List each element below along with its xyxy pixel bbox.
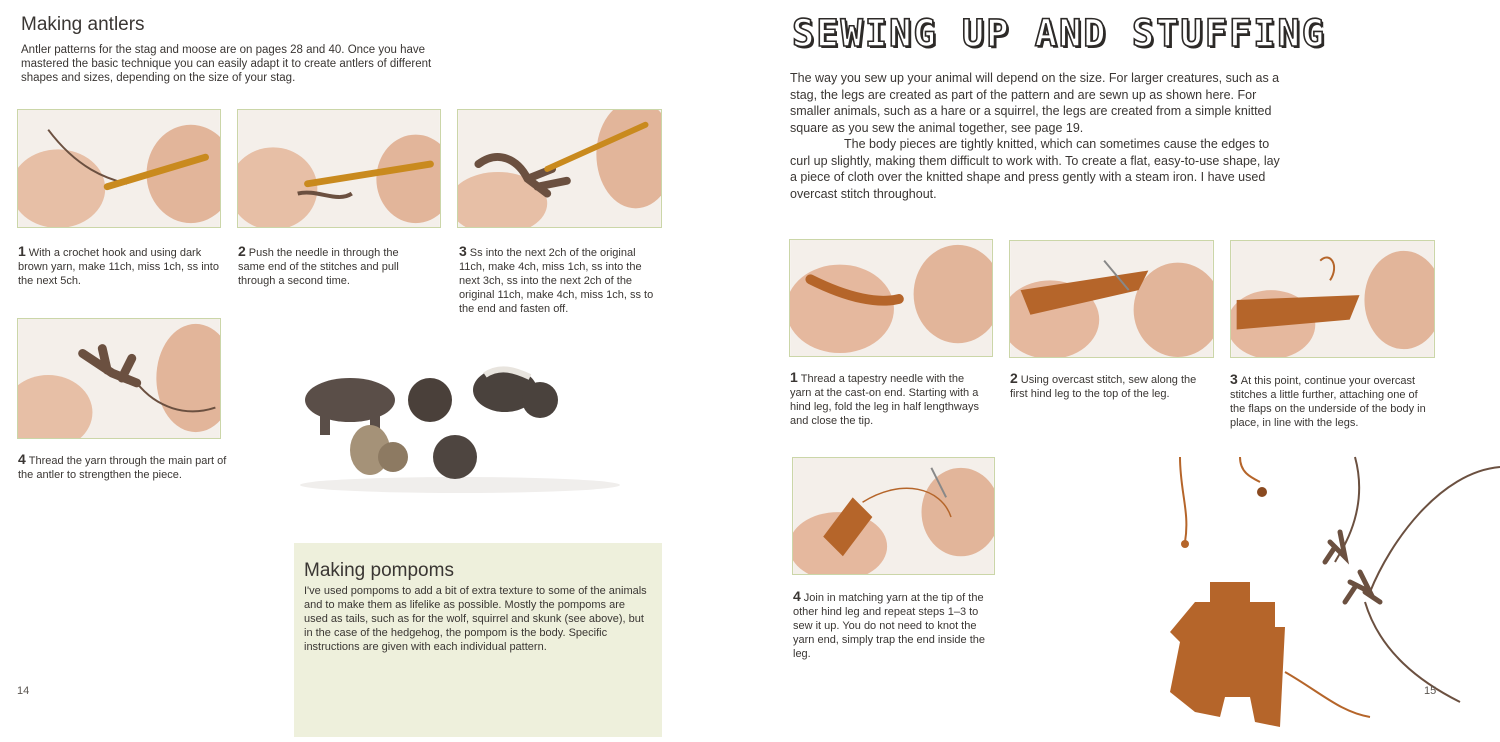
- sewing-step-3-caption: [1230, 372, 1435, 430]
- antler-step-4-caption: [18, 452, 228, 482]
- step-number: 4: [18, 451, 26, 467]
- step-number: 1: [18, 243, 26, 259]
- step-number: 2: [1010, 370, 1018, 386]
- page-number-right: 15: [1424, 685, 1437, 697]
- sewing-step-2-photo: [1009, 240, 1214, 358]
- antler-step-3-caption: [459, 244, 664, 316]
- pompoms-box: [294, 543, 662, 737]
- sewing-title: SEWING UP AND STUFFING: [792, 12, 1327, 55]
- sewing-step-1-photo: [789, 239, 993, 357]
- antlers-intro: Antler patterns for the stag and moose are on pages 28 and 40. Once you have mastered the basic technique you can easily adapt it to create antlers of different shapes and sizes, depending on the size of your stag.: [21, 44, 432, 84]
- step-text: Join in matching yarn at the tip of the other hind leg and repeat steps 1–3 to sew it up. You do not need to knot the yarn end, simply trap the end inside the leg.: [793, 592, 986, 660]
- antler-step-2-photo: [237, 109, 441, 228]
- antler-step-2-caption: [238, 244, 428, 288]
- antler-step-3-photo: [457, 109, 662, 228]
- antlers-heading: Making antlers: [21, 14, 145, 35]
- page-number-left: 14: [17, 685, 30, 697]
- step-text: Thread the yarn through the main part of the antler to strengthen the piece.: [18, 455, 227, 481]
- step-text: Push the needle in through the same end of the stitches and pull through a second time.: [238, 247, 399, 287]
- sewing-intro-para-1: The way you sew up your animal will depend on the size. For larger creatures, such as a stag, the legs are created as part of the pattern and are sewn up as shown here. For smaller animals, such as a hare or a squirrel, the legs are created from a simple knitted square as you sew the animal together, see page 19.: [790, 71, 1280, 135]
- step-number: 3: [459, 243, 467, 259]
- antler-step-4-photo: [17, 318, 221, 439]
- step-number: 2: [238, 243, 246, 259]
- step-number: 4: [793, 588, 801, 604]
- pompom-animals-photo: [290, 345, 630, 495]
- sewing-intro-para-2: The body pieces are tightly knitted, which can sometimes cause the edges to curl up slightly, making them difficult to work with. To create a flat, easy-to-use shape, lay a piece of cloth over the knitted shape and press gently with a steam iron. I have used overcast stitch throughout.: [790, 137, 1280, 201]
- antler-step-1-caption: [18, 244, 223, 288]
- step-text: Ss into the next 2ch of the original 11ch, make 4ch, miss 1ch, ss into the next 3ch, ss into the next 2ch of the original 11ch, make 4ch, miss 1ch, ss to the end and fasten off.: [459, 247, 654, 315]
- step-text: With a crochet hook and using dark brown yarn, make 11ch, miss 1ch, ss into the next 5ch.: [18, 247, 219, 287]
- step-number: 3: [1230, 371, 1238, 387]
- sewing-step-4-caption: [793, 589, 998, 661]
- antler-step-1-photo: [17, 109, 221, 228]
- sewing-step-3-photo: [1230, 240, 1435, 358]
- sewing-intro: [790, 70, 1280, 202]
- step-text: Using overcast stitch, sew along the first hind leg to the top of the leg.: [1010, 374, 1197, 400]
- step-number: 1: [790, 369, 798, 385]
- sewing-step-2-caption: [1010, 371, 1215, 401]
- pompoms-heading: Making pompoms: [304, 560, 454, 581]
- step-text: Thread a tapestry needle with the yarn at the cast-on end. Starting with a hind leg, fold the leg in half lengthways and close the tip.: [790, 373, 979, 427]
- sewing-step-1-caption: [790, 370, 985, 428]
- knitted-body-photo: [1140, 452, 1500, 737]
- pompoms-text: I've used pompoms to add a bit of extra texture to some of the animals and to make them as lifelike as possible. Mostly the pompoms are used as tails, such as for the wolf, squirrel and skunk (see above), but in the case of the hedgehog, the pompom is the body. Specific instructions are given with each individual pattern.: [304, 585, 647, 653]
- step-text: At this point, continue your overcast stitches a little further, attaching one of the flaps on the underside of the body in place, in line with the legs.: [1230, 375, 1426, 429]
- sewing-step-4-photo: [792, 457, 995, 575]
